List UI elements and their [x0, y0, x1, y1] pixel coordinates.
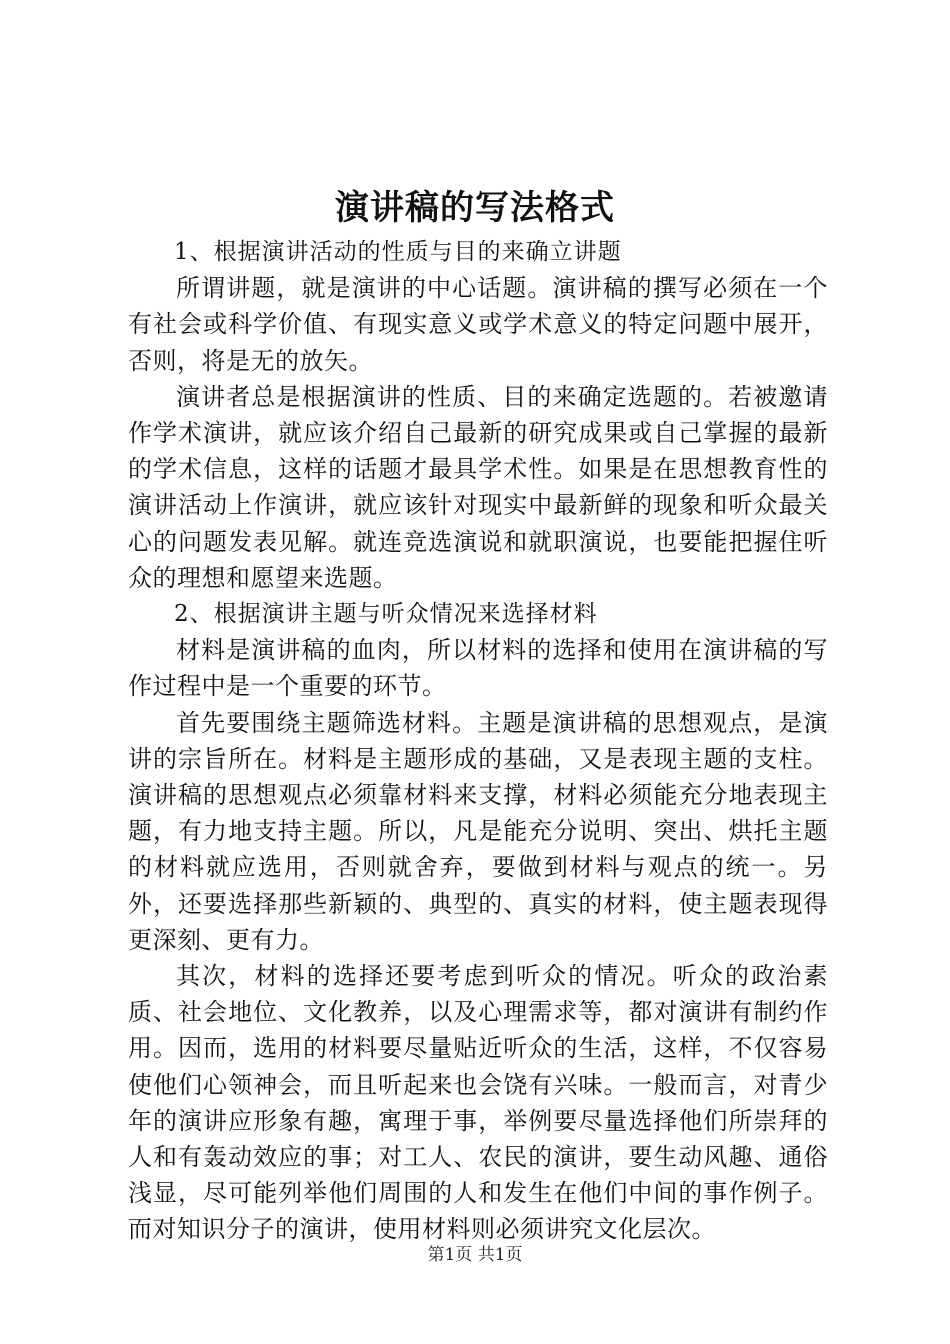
paragraph-2: 演讲者总是根据演讲的性质、目的来确定选题的。若被邀请作学术演讲，就应该介绍自己最新的研究成果或自己掌握的最新的学术信息，这样的话题才最具学术性。如果是在思想教育性的演讲活动上作演讲，就应该针对现实中最新鲜的现象和听众最关心的问题发表见解。就连竞选演说和就职演说，也要能把握住听众的理想和愿望来选题。	[128, 382, 828, 592]
document-title: 演讲稿的写法格式	[335, 188, 615, 228]
section-heading-2: 2、根据演讲主题与听众情况来选择材料	[174, 601, 598, 628]
paragraph-4: 首先要围绕主题筛选材料。主题是演讲稿的思想观点，是演讲的宗旨所在。材料是主题形成的基础，又是表现主题的支柱。演讲稿的思想观点必须靠材料来支撑，材料必须能充分地表现主题，有力地支持主题。所以，凡是能充分说明、突出、烘托主题的材料就应选用，否则就舍弃，要做到材料与观点的统一。另外，还要选择那些新颖的、典型的、真实的材料，使主题表现得更深刻、更有力。	[128, 708, 828, 954]
paragraph-3: 材料是演讲稿的血肉，所以材料的选择和使用在演讲稿的写作过程中是一个重要的环节。	[128, 636, 828, 701]
document-body	[128, 234, 828, 1248]
section-heading-1: 1、根据演讲活动的性质与目的来确立讲题	[174, 239, 622, 265]
paragraph-5: 其次，材料的选择还要考虑到听众的情况。听众的政治素质、社会地位、文化教养，以及心理需求等，都对演讲有制约作用。因而，选用的材料要尽量贴近听众的生活，这样，不仅容易使他们心领神会，而且听起来也会饶有兴味。一般而言，对青少年的演讲应形象有趣，寓理于事，举例要尽量选择他们所崇拜的人和有轰动效应的事；对工人、农民的演讲，要生动风趣、通俗浅显，尽可能列举他们周围的人和发生在他们中间的事作例子。而对知识分子的演讲，使用材料则必须讲究文化层次。	[128, 962, 828, 1244]
page-footer: 第1页 共1页	[427, 1245, 523, 1265]
paragraph-1: 所谓讲题，就是演讲的中心话题。演讲稿的撰写必须在一个有社会或科学价值、有现实意义或学术意义的特定问题中展开，否则，将是无的放矢。	[128, 274, 828, 375]
